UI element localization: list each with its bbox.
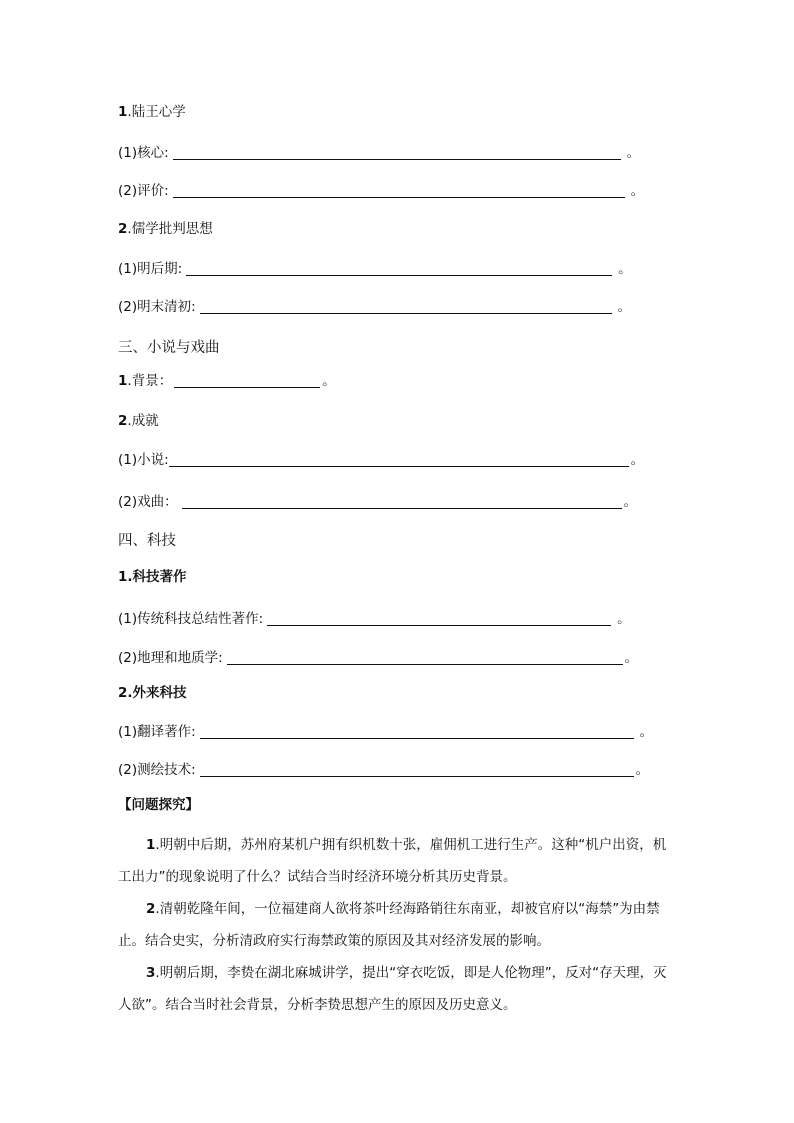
question-3 [118,957,678,1021]
heading-science-tech [118,531,176,551]
question-1 [118,829,678,893]
fill-blank[interactable] [174,371,320,388]
period: 。 [617,299,632,315]
question-text: .清朝乾隆年间，一位福建商人欲将茶叶经海路销往东南亚，却被官府以“海禁”为由禁止。结合史实，分析清政府实行海禁政策的原因及其对经济发展的影响。 [118,901,660,949]
period: 。 [635,762,650,778]
question-number: 1 [146,837,156,853]
item-label: (1)明后期: [118,261,183,277]
section-title: .儒学批判思想 [127,221,213,237]
fill-blank[interactable] [173,181,625,198]
period: 。 [618,261,632,277]
item-evaluation [118,181,644,201]
item-background [118,371,336,391]
item-traditional-works [118,609,631,629]
fill-blank[interactable] [173,143,621,160]
period: 。 [626,145,641,161]
period: 。 [322,373,336,389]
title-text: 【问题探究】 [118,797,199,813]
heading-text: 四、科技 [118,533,176,549]
problem-explore-title [118,795,199,815]
period: 。 [630,183,645,199]
item-surveying [118,760,649,780]
fill-blank[interactable] [182,492,622,509]
period: 。 [624,650,639,666]
item-late-ming [118,259,632,279]
item-translations [118,722,653,742]
item-drama [118,492,637,512]
fill-blank[interactable] [200,722,634,739]
period: 。 [630,452,645,468]
item-foreign-tech [118,683,187,703]
fill-blank[interactable] [200,760,634,777]
fill-blank[interactable] [200,297,612,314]
item-label: (2)测绘技术: [118,762,196,778]
item-label: (1)翻译著作: [118,724,196,740]
item-label: (2)评价: [118,183,169,199]
item-label: (1)小说: [118,452,169,468]
item-label: (2)戏曲： [118,494,178,510]
section-number: 1 [118,104,128,120]
fill-blank[interactable] [267,609,611,626]
fill-blank[interactable] [186,259,612,276]
fill-blank[interactable] [169,450,629,467]
item-novels [118,450,644,470]
section-title: .陆王心学 [127,104,186,120]
question-number: 2 [146,901,156,917]
section-title: .成就 [127,413,159,429]
heading-text: 三、小说与戏曲 [118,340,220,356]
section-title: 2.外来科技 [118,685,187,701]
section-number: 2 [118,221,128,237]
section-2-heading [118,219,213,239]
fill-blank[interactable] [227,648,623,665]
question-number: 3 [146,965,156,981]
item-label: .背景： [127,373,173,389]
question-text: .明朝后期，李贽在湖北麻城讲学，提出“穿衣吃饭，即是人伦物理”，反对“存天理，灭人欲”。结合当时社会背景，分析李贽思想产生的原因及历史意义。 [118,965,667,1013]
section-number: 1 [118,373,128,389]
item-tech-works [118,567,187,587]
item-achievements [118,411,159,431]
section-1-heading [118,102,186,122]
item-label: (2)地理和地质学: [118,650,223,666]
question-2 [118,893,678,957]
item-label: (2)明末清初: [118,299,196,315]
period: 。 [617,611,631,627]
item-label: (1)核心: [118,145,169,161]
section-number: 2 [118,413,128,429]
heading-novels-drama [118,338,220,358]
item-label: (1)传统科技总结性著作: [118,611,264,627]
period: 。 [639,724,654,740]
period: 。 [623,494,638,510]
item-geography-geology [118,648,638,668]
item-core [118,143,640,163]
question-text: .明朝中后期，苏州府某机户拥有织机数十张，雇佣机工进行生产。这种“机户出资，机工出力”的现象说明了什么？试结合当时经济环境分析其历史背景。 [118,837,667,885]
item-late-ming-early-qing [118,297,631,317]
section-title: 1.科技著作 [118,569,187,585]
